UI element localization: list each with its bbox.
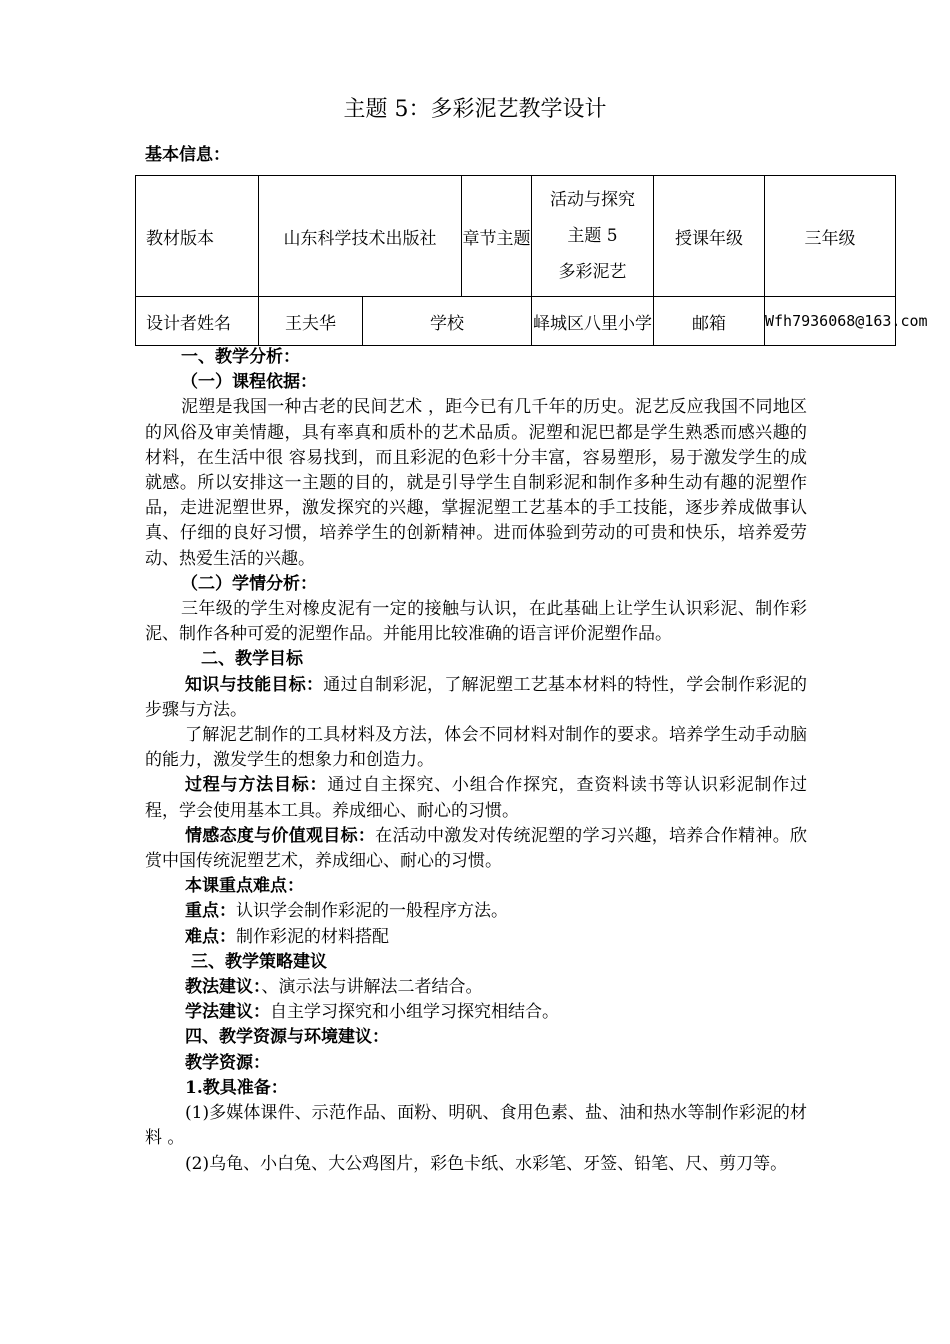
paragraph [145, 925, 807, 950]
chapter-line: 活动与探究 [550, 190, 635, 210]
section-heading: 一、教学分析： [181, 347, 300, 367]
chapter-line: 主题 5 [567, 226, 618, 246]
inline-text: 制作彩泥的材料搭配 [236, 926, 389, 947]
inline-label: 重点： [185, 901, 236, 922]
paragraph [145, 1000, 807, 1025]
table-row [136, 176, 896, 297]
list-item: (2)乌龟、小白兔、大公鸡图片，彩色卡纸、水彩笔、牙签、铅笔、尺、剪刀等。 [185, 1153, 788, 1174]
section-heading: 四、教学资源与环境建议： [185, 1027, 389, 1048]
chapter-line: 多彩泥艺 [558, 262, 627, 282]
cell-school-value: 峄城区八里小学 [532, 297, 654, 346]
inline-text: 通过自制彩泥，了解泥塑工艺基本材料的特性，学会制作彩泥的步骤与方法。 [145, 674, 808, 720]
cell-chapter-value [532, 176, 654, 297]
paragraph: 泥塑是我国一种古老的民间艺术 ，距今已有几千年的历史。泥艺反应我国不同地区的风俗及审美情趣，具有率真和质朴的艺术品质。泥塑和泥巴都是学生熟悉而感兴趣的材料，在生活中很 容易找到，而且彩泥的色彩十分丰富，容易塑形，易于激发学生的成就感。所以安排这一主题的目的，就是引导学生自制彩泥和制作多种生动有趣的泥塑作品，走进泥塑世界，激发探究的兴趣，掌握泥塑工艺基本的手工技能，逐步养成做事认真、仔细的良好习惯，培养学生的创新精神。进而体验到劳动的可贵和快乐，培养爱劳动、热爱生活的兴趣。 [145, 397, 807, 569]
paragraph: 了解泥艺制作的工具材料及方法，体会不同材料对制作的要求。培养学生动手动脑的能力，激发学生的想象力和创造力。 [145, 725, 807, 771]
inline-label: 难点： [185, 926, 236, 947]
document-body [145, 345, 807, 1177]
inline-text: 、演示法与讲解法二者结合。 [261, 977, 483, 998]
subsection-heading: （二）学情分析： [181, 573, 317, 594]
cell-grade-value: 三年级 [765, 176, 896, 297]
subsection-heading: 教学资源： [185, 1052, 270, 1073]
inline-text: 认识学会制作彩泥的一般程序方法。 [236, 901, 508, 922]
inline-text: 在活动中激发对传统泥塑的学习兴趣，培养合作精神。欣赏中国传统泥塑艺术，养成细心、耐心的习惯。 [145, 825, 808, 872]
paragraph [145, 899, 807, 924]
subsection-heading: 本课重点难点： [185, 876, 304, 897]
cell-designer-value: 王夫华 [259, 297, 363, 346]
inline-text: 通过自主探究、小组合作探究，查资料读书等认识彩泥制作过程，学会使用基本工具。养成细心、耐心的习惯。 [145, 775, 808, 821]
inline-label: 教法建议： [185, 977, 262, 998]
cell-label-designer: 设计者姓名 [136, 297, 259, 346]
inline-label: 学法建议： [185, 1002, 270, 1023]
paragraph [145, 673, 807, 723]
list-item: (1)多媒体课件、示范作品、面粉、明矾、食用色素、盐、油和热水等制作彩泥的材料 。 [145, 1103, 807, 1149]
paragraph: 三年级的学生对橡皮泥有一定的接触与认识，在此基础上让学生认识彩泥、制作彩泥、制作各种可爱的泥塑作品。并能用比较准确的语言评价泥塑作品。 [145, 599, 807, 645]
paragraph [145, 773, 807, 823]
subsection-heading: 1.教具准备： [185, 1077, 288, 1098]
cell-label-textbook: 教材版本 [136, 176, 259, 297]
basic-info-table [135, 175, 928, 346]
section-heading: 三、教学策略建议 [191, 951, 327, 972]
paragraph [145, 824, 807, 874]
table-row [136, 297, 896, 346]
cell-textbook-value: 山东科学技术出版社 [259, 176, 462, 297]
cell-label-grade: 授课年级 [654, 176, 765, 297]
cell-email-value: Wfh7936068@163.com [765, 297, 896, 346]
inline-label: 过程与方法目标： [185, 775, 328, 796]
paragraph [145, 975, 807, 1000]
inline-text: 自主学习探究和小组学习探究相结合。 [270, 1002, 559, 1023]
cell-label-chapter: 章节主题 [462, 176, 532, 297]
inline-label: 知识与技能目标： [185, 674, 324, 695]
inline-label: 情感态度与价值观目标： [185, 825, 376, 846]
cell-label-email: 邮箱 [654, 297, 765, 346]
subsection-heading: （一）课程依据： [181, 372, 317, 393]
cell-label-school: 学校 [363, 297, 532, 346]
document-title: 主题 5：多彩泥艺教学设计 [343, 97, 607, 122]
section-heading: 二、教学目标 [201, 649, 303, 670]
basic-info-label: 基本信息： [145, 145, 230, 165]
